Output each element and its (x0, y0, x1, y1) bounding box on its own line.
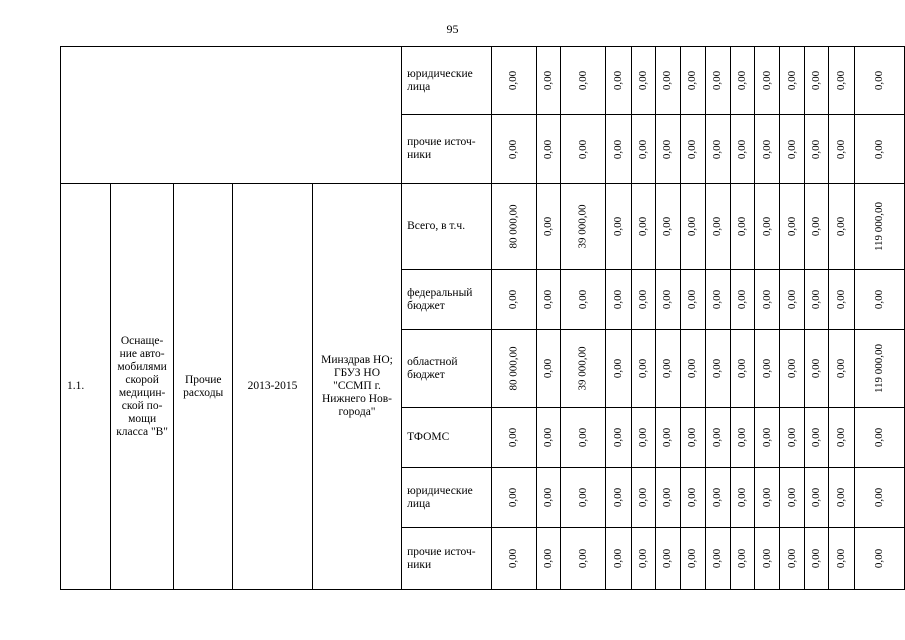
value-text: 0,00 (711, 289, 724, 310)
funding-source-cell (402, 528, 492, 590)
value-cell (606, 47, 631, 115)
value-text: 0,00 (835, 427, 848, 448)
value-cell (536, 184, 560, 270)
value-cell (854, 270, 904, 330)
item-name-line: ние авто- (119, 347, 165, 360)
value-cell (780, 408, 804, 468)
value-text: 0,00 (810, 487, 823, 508)
value-cell (656, 47, 680, 115)
value-text: 0,00 (872, 427, 885, 448)
value-cell (656, 468, 680, 528)
value-cell (536, 47, 560, 115)
value-text: 0,00 (711, 139, 724, 159)
value-text: 0,00 (637, 289, 650, 310)
value-cell (706, 184, 730, 270)
funding-source-line: лица (407, 80, 431, 93)
value-cell (561, 528, 606, 590)
value-cell (491, 270, 536, 330)
value-cell (631, 115, 655, 184)
value-cell (804, 184, 828, 270)
value-cell (491, 47, 536, 115)
value-cell (780, 330, 804, 408)
value-text: 0,00 (661, 139, 674, 159)
value-cell (606, 115, 631, 184)
value-cell (755, 115, 780, 184)
value-text: 0,00 (542, 70, 555, 91)
value-cell (780, 47, 804, 115)
value-text: 0,00 (507, 139, 520, 159)
item-name-line: мощи (128, 412, 157, 425)
value-text: 0,00 (835, 216, 848, 237)
value-cell (730, 528, 754, 590)
value-cell (706, 270, 730, 330)
value-text: 0,00 (735, 139, 748, 159)
table-row (61, 184, 905, 270)
value-cell (536, 408, 560, 468)
value-cell (606, 468, 631, 528)
value-cell (780, 468, 804, 528)
value-text: 80 000,00 (507, 204, 520, 249)
table-row (61, 47, 905, 115)
value-text: 0,00 (661, 548, 674, 569)
value-cell (804, 528, 828, 590)
value-cell (730, 468, 754, 528)
value-text: 0,00 (835, 70, 848, 91)
value-cell (829, 468, 854, 528)
value-text: 0,00 (872, 70, 885, 91)
value-text: 0,00 (542, 427, 555, 448)
value-text: 0,00 (760, 548, 773, 569)
executor-line: "ССМП г. (333, 380, 381, 392)
value-cell (780, 528, 804, 590)
value-text: 0,00 (711, 216, 724, 237)
value-text: 0,00 (686, 427, 699, 448)
value-text: 0,00 (785, 487, 798, 508)
funding-source-line: юридические (407, 484, 473, 497)
value-cell (780, 270, 804, 330)
value-cell (755, 408, 780, 468)
value-text: 0,00 (872, 289, 885, 310)
funding-source-cell (402, 330, 492, 408)
value-cell (631, 184, 655, 270)
item-name-line: скорой (125, 373, 159, 386)
funding-source-line: ники (407, 558, 432, 571)
value-cell (854, 330, 904, 408)
item-name-line: мобилями (117, 360, 167, 373)
value-text: 0,00 (576, 70, 589, 91)
funding-source-cell (402, 408, 492, 468)
value-text: 0,00 (612, 487, 625, 508)
value-cell (561, 115, 606, 184)
value-cell (854, 408, 904, 468)
value-text: 0,00 (835, 289, 848, 310)
value-cell (561, 47, 606, 115)
value-cell (680, 468, 705, 528)
value-text: 0,00 (661, 216, 674, 237)
value-text: 0,00 (735, 289, 748, 310)
funding-source-line: бюджет (407, 299, 445, 312)
expense-type-line: расходы (183, 386, 224, 399)
value-cell (829, 330, 854, 408)
value-text: 0,00 (810, 548, 823, 569)
value-text: 0,00 (760, 216, 773, 237)
value-text: 0,00 (785, 216, 798, 237)
value-cell (680, 330, 705, 408)
value-text: 0,00 (576, 427, 589, 448)
value-text: 0,00 (711, 70, 724, 91)
value-cell (755, 184, 780, 270)
value-cell (631, 528, 655, 590)
value-cell (536, 270, 560, 330)
value-text: 0,00 (735, 427, 748, 448)
funding-source-line: лица (407, 497, 431, 510)
value-text: 0,00 (711, 358, 724, 379)
value-text: 0,00 (735, 487, 748, 508)
value-cell (536, 115, 560, 184)
value-cell (829, 408, 854, 468)
value-cell (606, 408, 631, 468)
funding-source-line: областной (407, 355, 458, 368)
item-name-line: Оснаще- (120, 334, 164, 347)
executor-line: ГБУЗ НО (333, 367, 381, 379)
program-table (60, 46, 905, 590)
value-cell (680, 270, 705, 330)
value-cell (804, 47, 828, 115)
value-cell (730, 270, 754, 330)
funding-source-cell (402, 115, 492, 184)
value-text: 0,00 (735, 548, 748, 569)
funding-source-cell (402, 270, 492, 330)
value-text: 39 000,00 (576, 346, 589, 391)
value-cell (680, 47, 705, 115)
value-cell (804, 468, 828, 528)
value-cell (829, 115, 854, 184)
value-cell (561, 408, 606, 468)
value-cell (606, 270, 631, 330)
value-cell (680, 115, 705, 184)
value-text: 0,00 (711, 487, 724, 508)
value-text: 0,00 (760, 139, 773, 159)
value-text: 0,00 (760, 487, 773, 508)
value-text: 0,00 (872, 487, 885, 508)
item-name-line: ской по- (121, 399, 163, 412)
value-text: 119 000,00 (872, 201, 885, 252)
value-cell (780, 184, 804, 270)
value-cell (829, 47, 854, 115)
funding-source-cell (402, 468, 492, 528)
value-text: 0,00 (835, 548, 848, 569)
value-text: 0,00 (686, 70, 699, 91)
item-name-cell (110, 184, 173, 590)
value-cell (656, 184, 680, 270)
value-text: 0,00 (785, 289, 798, 310)
value-cell (491, 408, 536, 468)
value-text: 0,00 (507, 487, 520, 508)
value-cell (656, 270, 680, 330)
value-text: 0,00 (686, 216, 699, 237)
value-cell (706, 330, 730, 408)
value-text: 0,00 (542, 139, 555, 159)
value-text: 0,00 (576, 548, 589, 569)
value-cell (561, 270, 606, 330)
value-text: 0,00 (612, 427, 625, 448)
value-text: 0,00 (612, 139, 625, 159)
value-cell (491, 330, 536, 408)
value-text: 0,00 (686, 289, 699, 310)
value-text: 0,00 (686, 487, 699, 508)
value-cell (854, 184, 904, 270)
executor-cell (312, 184, 401, 590)
value-cell (755, 528, 780, 590)
value-text: 0,00 (735, 358, 748, 379)
value-text: 0,00 (810, 427, 823, 448)
item-name-line: класса "В" (116, 425, 169, 438)
value-cell (631, 330, 655, 408)
value-cell (536, 330, 560, 408)
value-text: 119 000,00 (872, 343, 885, 394)
value-cell (680, 528, 705, 590)
expense-type-cell (174, 184, 233, 590)
value-text: 0,00 (637, 139, 650, 159)
value-text: 0,00 (637, 548, 650, 569)
value-text: 0,00 (835, 139, 848, 159)
continuation-blank-cell (61, 47, 402, 184)
value-text: 0,00 (760, 358, 773, 379)
value-text: 39 000,00 (576, 204, 589, 249)
item-number-cell (61, 184, 111, 590)
value-cell (491, 115, 536, 184)
value-text: 0,00 (686, 358, 699, 379)
value-cell (656, 115, 680, 184)
value-text: 0,00 (612, 358, 625, 379)
value-text: 0,00 (612, 70, 625, 91)
value-cell (606, 330, 631, 408)
value-cell (491, 468, 536, 528)
funding-source-line: бюджет (407, 368, 445, 381)
value-text: 0,00 (711, 427, 724, 448)
item-name-line: медицин- (118, 386, 166, 399)
value-cell (561, 330, 606, 408)
value-cell (631, 47, 655, 115)
value-text: 0,00 (735, 216, 748, 237)
value-cell (730, 115, 754, 184)
value-cell (755, 330, 780, 408)
item-number: 1.1. (67, 380, 85, 392)
value-text: 0,00 (542, 487, 555, 508)
value-text: 0,00 (661, 70, 674, 91)
value-text: 0,00 (637, 427, 650, 448)
value-text: 0,00 (507, 70, 520, 91)
value-cell (680, 184, 705, 270)
funding-source-line: Всего, в т.ч. (407, 220, 466, 232)
value-text: 0,00 (576, 139, 589, 159)
value-text: 0,00 (612, 216, 625, 237)
value-text: 0,00 (785, 358, 798, 379)
executor-line: Нижнего Нов- (321, 393, 393, 405)
executor-line: города" (338, 406, 376, 418)
value-cell (829, 184, 854, 270)
value-text: 0,00 (637, 487, 650, 508)
value-cell (606, 184, 631, 270)
value-cell (730, 408, 754, 468)
period-cell (233, 184, 313, 590)
value-text: 0,00 (735, 70, 748, 91)
value-cell (730, 184, 754, 270)
value-text: 0,00 (810, 358, 823, 379)
value-text: 0,00 (686, 139, 699, 159)
page-number: 95 (446, 22, 459, 36)
funding-source-line: прочие источ- (407, 545, 476, 558)
value-text: 0,00 (760, 427, 773, 448)
value-text: 0,00 (872, 548, 885, 569)
value-text: 0,00 (810, 216, 823, 237)
value-cell (706, 115, 730, 184)
value-cell (606, 528, 631, 590)
value-cell (491, 184, 536, 270)
value-cell (561, 184, 606, 270)
value-text: 0,00 (612, 548, 625, 569)
value-cell (730, 330, 754, 408)
value-text: 0,00 (576, 289, 589, 310)
value-text: 0,00 (785, 427, 798, 448)
value-text: 0,00 (661, 487, 674, 508)
value-text: 80 000,00 (507, 346, 520, 391)
value-text: 0,00 (542, 358, 555, 379)
value-cell (706, 47, 730, 115)
value-cell (829, 528, 854, 590)
value-text: 0,00 (661, 289, 674, 310)
value-cell (854, 468, 904, 528)
value-cell (780, 115, 804, 184)
value-cell (706, 468, 730, 528)
value-text: 0,00 (637, 358, 650, 379)
value-cell (656, 408, 680, 468)
value-text: 0,00 (835, 487, 848, 508)
value-text: 0,00 (810, 70, 823, 91)
value-cell (631, 408, 655, 468)
value-text: 0,00 (711, 548, 724, 569)
funding-source-line: ТФОМС (407, 431, 450, 443)
value-text: 0,00 (612, 289, 625, 310)
value-cell (536, 528, 560, 590)
value-text: 0,00 (785, 548, 798, 569)
value-text: 0,00 (810, 289, 823, 310)
value-cell (755, 270, 780, 330)
value-text: 0,00 (576, 487, 589, 508)
value-cell (804, 408, 828, 468)
value-text: 0,00 (637, 70, 650, 91)
value-text: 0,00 (872, 139, 885, 159)
value-cell (706, 408, 730, 468)
value-cell (854, 115, 904, 184)
funding-source-line: ники (407, 149, 432, 161)
value-cell (804, 330, 828, 408)
value-cell (854, 528, 904, 590)
value-cell (804, 115, 828, 184)
value-cell (656, 330, 680, 408)
funding-source-line: федеральный (407, 286, 473, 299)
value-text: 0,00 (542, 289, 555, 310)
value-text: 0,00 (810, 139, 823, 159)
value-text: 0,00 (542, 548, 555, 569)
value-text: 0,00 (542, 216, 555, 237)
value-cell (755, 468, 780, 528)
value-text: 0,00 (661, 358, 674, 379)
value-text: 0,00 (661, 427, 674, 448)
value-text: 0,00 (507, 548, 520, 569)
value-text: 0,00 (507, 427, 520, 448)
value-cell (730, 47, 754, 115)
value-text: 0,00 (785, 70, 798, 91)
value-cell (680, 408, 705, 468)
value-cell (804, 270, 828, 330)
value-cell (536, 468, 560, 528)
funding-source-line: прочие источ- (407, 136, 476, 148)
value-text: 0,00 (760, 70, 773, 91)
value-text: 0,00 (835, 358, 848, 379)
value-text: 0,00 (637, 216, 650, 237)
value-text: 0,00 (760, 289, 773, 310)
value-text: 0,00 (507, 289, 520, 310)
funding-source-line: юридические (407, 67, 473, 80)
value-cell (706, 528, 730, 590)
value-cell (561, 468, 606, 528)
value-cell (755, 47, 780, 115)
value-text: 0,00 (686, 548, 699, 569)
funding-source-cell (402, 47, 492, 115)
period: 2013-2015 (247, 380, 298, 392)
value-cell (854, 47, 904, 115)
expense-type-line: Прочие (184, 373, 222, 386)
value-cell (631, 270, 655, 330)
funding-source-cell (402, 184, 492, 270)
executor-line: Минздрав НО; (321, 354, 393, 366)
value-cell (656, 528, 680, 590)
value-text: 0,00 (785, 139, 798, 159)
value-cell (631, 468, 655, 528)
value-cell (491, 528, 536, 590)
value-cell (829, 270, 854, 330)
